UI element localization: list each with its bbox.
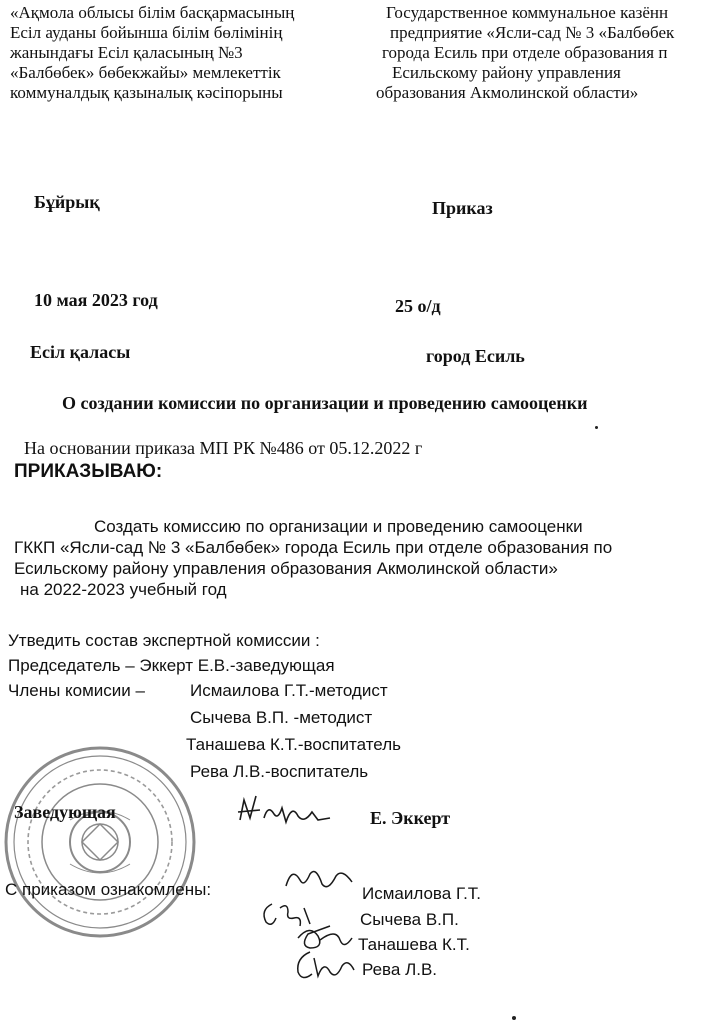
- header-left: [10, 3, 294, 103]
- document-title: О создании комиссии по организации и проведению самооценки: [62, 393, 588, 413]
- scan-speck: [595, 426, 598, 429]
- acknowledged-name: Исмаилова Г.Т.: [362, 884, 482, 903]
- acknowledged-label: С приказом ознакомлены:: [5, 880, 212, 899]
- header-right-line: образования Акмолинской области»: [376, 83, 639, 102]
- body-line: на 2022-2023 учебный год: [20, 580, 227, 599]
- body-line: ГККП «Ясли-сад № 3 «Балбөбек» города Есиль при отделе образования по: [14, 538, 613, 557]
- acknowledged-name: Сычева В.П.: [360, 910, 459, 929]
- member-line: Рева Л.В.-воспитатель: [190, 762, 369, 781]
- body-line: Есильскому району управления образования Акмолинской области»: [14, 559, 558, 578]
- director-signature: [234, 790, 334, 832]
- official-stamp: [0, 742, 200, 942]
- header-left-line: «Балбөбек» бөбекжайы» мемлекеттік: [10, 63, 281, 82]
- member-line: Сычева В.П. -методист: [190, 708, 373, 727]
- signature-name: Е. Эккерт: [370, 808, 451, 828]
- member-line: Танашева К.Т.-воспитатель: [186, 735, 401, 754]
- acknowledged-name: Танашева К.Т.: [358, 935, 470, 954]
- header-right-line: Есильскому району управления: [392, 63, 621, 82]
- header-right-line: города Есиль при отделе образования п: [382, 43, 668, 62]
- city-kz: Есіл қаласы: [30, 342, 131, 362]
- signature-reva: [290, 948, 360, 984]
- header-right-line: Государственное коммунальное казённ: [386, 3, 669, 22]
- order-date: 10 мая 2023 год: [34, 290, 158, 310]
- basis-text: На основании приказа МП РК №486 от 05.12.2022 г: [24, 438, 423, 458]
- order-word: ПРИКАЗЫВАЮ:: [14, 461, 163, 482]
- acknowledged-name: Рева Л.В.: [362, 960, 438, 979]
- order-body: [14, 516, 612, 600]
- signature-ismailova: [282, 862, 362, 896]
- header-left-line: Есіл ауданы бойынша білім бөлімінің: [10, 23, 283, 42]
- header-left-line: «Ақмола облысы білім басқармасының: [10, 3, 295, 22]
- doc-type-kz: Бұйрық: [34, 192, 100, 212]
- body-line: Создать комиссию по организации и проведению самооценки: [94, 517, 583, 536]
- commission-intro: Утведить состав экспертной комиссии :: [8, 631, 320, 650]
- commission-chair: Председатель – Эккерт Е.В.-заведующая: [8, 656, 335, 675]
- member-line: Исмаилова Г.Т.-методист: [190, 681, 388, 700]
- header-right-line: предприятие «Ясли-сад № 3 «Балбөбек: [390, 23, 675, 42]
- header-left-line: коммуналдық қазыналық кәсіпорыны: [10, 83, 283, 102]
- order-number: 25 о/д: [395, 296, 441, 316]
- header-right: [376, 3, 675, 103]
- signature-role: Заведующая: [14, 802, 116, 822]
- doc-type-ru: Приказ: [432, 198, 493, 218]
- header-left-line: жанындағы Есіл қаласының №3: [10, 43, 243, 62]
- city-ru: город Есиль: [426, 346, 525, 366]
- commission-members-label: Члены комисии –: [8, 681, 145, 700]
- scan-speck: [512, 1016, 516, 1020]
